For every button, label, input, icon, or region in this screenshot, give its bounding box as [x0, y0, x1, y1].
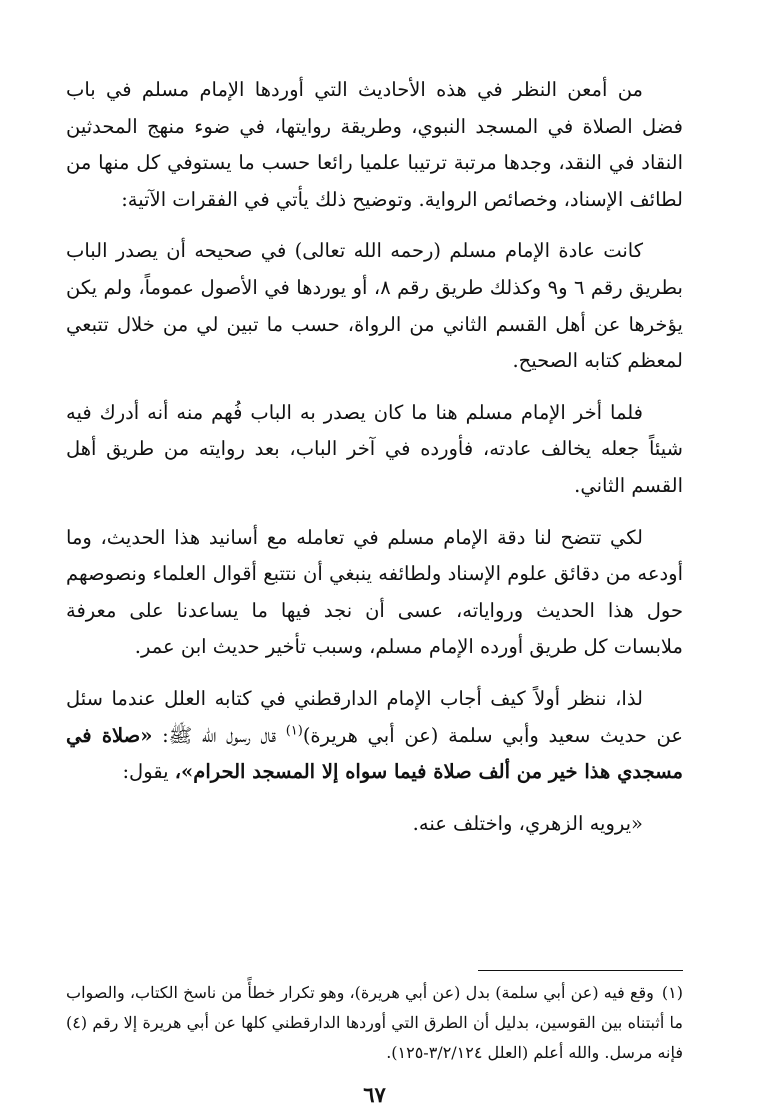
footnote-text: وقع فيه (عن أبي سلمة) بدل (عن أبي هريرة)، وهو تكرار خطأً من ناسخ الكتاب، والصواب ما أثبتناه بين القوسين، بدليل أن الطرق التي أوردها الدارقطني كلها عن أبي هريرة إلا رقم (٤) فإنه مرسل. والله أعلم (العلل ٣/٢/١٢٤-١٢٥). — [66, 983, 683, 1062]
paragraph-4: لكي تتضح لنا دقة الإمام مسلم في تعامله مع أسانيد هذا الحديث، وما أودعه من دقائق علوم الإسناد ولطائفه ينبغي أن نتتبع أقوال العلماء ونصوصهم حول هذا الحديث ورواياته، عسى أن نجد فيها ما يساعدنا على معرفة ملابسات كل طريق أورده الإمام مسلم، وسبب تأخير حديث ابن عمر. — [66, 525, 683, 659]
paragraph-2: كانت عادة الإمام مسلم (رحمه الله تعالى) في صحيحه أن يصدر الباب بطريق رقم ٦ و٩ وكذلك طريق رقم ٨، أو يوردها في الأصول عموماً، ولم يكن يؤخرها عن أهل القسم الثاني من الرواة، حسب ما تبين لي من خلال تتبعي لمعظم كتابه الصحيح. — [66, 239, 683, 373]
footnote-number: (١) — [661, 983, 683, 1002]
hadith-quote: «صلاة في مسجدي هذا خير من ألف صلاة فيما سواه إلا المسجد الحرام»، — [66, 723, 683, 784]
footnote — [66, 978, 683, 1068]
paragraph-5-after-marker: قال رسول الله ﷺ: — [152, 723, 286, 747]
paragraph-5 — [66, 681, 683, 791]
paragraph-6: «يرويه الزهري، واختلف عنه. — [412, 811, 643, 835]
paragraph-5-tail: يقول: — [122, 760, 175, 784]
paragraph-1: من أمعن النظر في هذه الأحاديث التي أوردها الإمام مسلم في باب فضل الصلاة في المسجد النبوي، وطريقة روايتها، في ضوء منهج المحدثين النقاد في النقد، وجدها مرتبة ترتيبا علميا رائعا حسب ما يستوفي كل منها من لطائف الإسناد، وخصائص الرواية. وتوضيح ذلك يأتي في الفقرات الآتية: — [66, 78, 683, 211]
footnote-reference: (١) — [285, 723, 303, 738]
page-number: ٦٧ — [363, 1082, 386, 1107]
paragraph-5-intro: لذا، ننظر أولاً كيف أجاب الإمام الدارقطني في كتابه العلل عندما سئل عن حديث سعيد وأبي سلمة (عن أبي هريرة) — [66, 686, 684, 747]
paragraph-3: فلما أخر الإمام مسلم هنا ما كان يصدر به الباب فُهم منه أنه أدرك فيه شيئاً جعله يخالف عادته، فأورده في آخر الباب، بعد روايته من طريق أهل القسم الثاني. — [66, 400, 683, 497]
page-body — [66, 72, 684, 1107]
